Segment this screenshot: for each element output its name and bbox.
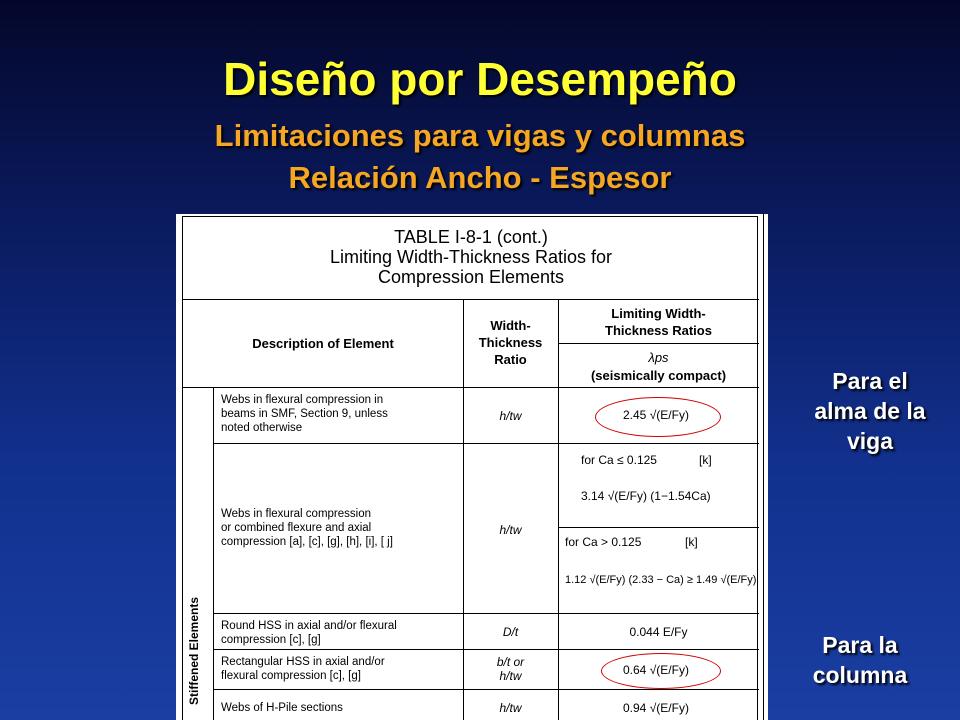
- table-title-line-2: Limiting Width-Thickness Ratios for: [329, 247, 613, 267]
- header-limiting-ratios: [558, 305, 759, 339]
- row-2-ratio: h/tw: [499, 523, 522, 537]
- row-4-ratio-line-2: h/tw: [499, 669, 522, 683]
- header-limiting-line-2: Thickness Ratios: [605, 323, 712, 338]
- stiffened-elements-label: [187, 596, 203, 705]
- note-column: [785, 630, 935, 690]
- row-4-desc-line-1: Rectangular HSS in axial and/or: [221, 656, 385, 668]
- row-3-desc-line-1: Round HSS in axial and/or flexural: [221, 620, 397, 632]
- row-2-description: [221, 507, 461, 549]
- row-1-desc-line-2: beams in SMF, Section 9, unless: [221, 408, 388, 420]
- header-ratio-line-1: Width-: [490, 318, 531, 333]
- column-highlight-oval: [601, 653, 721, 689]
- table-title-line-3: Compression Elements: [377, 267, 565, 287]
- row-2-desc-line-1: Webs in flexural compression: [221, 508, 371, 520]
- header-width-thickness-ratio: [463, 317, 558, 368]
- row-4-desc-line-2: flexural compression [c], [g]: [221, 670, 361, 682]
- row-5-description: [221, 701, 461, 715]
- row-2-ref-a: [k]: [699, 453, 712, 467]
- row-1-limit: 2.45 √(E/Fy): [623, 408, 689, 422]
- note-beam-line-1: Para el: [832, 368, 908, 394]
- slide-subtitle-2: Relación Ancho - Espesor: [288, 160, 672, 195]
- row-2-desc-line-3: compression [a], [c], [g], [h], [i], [ j]: [221, 536, 393, 548]
- row-2-formula-a: 3.14 √(E/Fy) (1−1.54Ca): [581, 489, 711, 503]
- row-3-ratio: D/t: [502, 625, 519, 639]
- width-thickness-table: [182, 216, 758, 720]
- row-3-limit: 0.044 E/Fy: [629, 625, 688, 639]
- table-image: [176, 214, 768, 720]
- slide-title: Diseño por Desempeño: [223, 53, 737, 105]
- row-5-ratio: h/tw: [499, 701, 522, 715]
- row-2-desc-line-2: or combined flexure and axial: [221, 522, 372, 534]
- paper-edge-rule: [763, 214, 764, 720]
- table-title: [183, 227, 759, 287]
- header-lambda-ps: λps: [648, 350, 669, 365]
- row-5-limit: 0.94 √(E/Fy): [623, 701, 689, 715]
- row-2-cond-a: for Ca ≤ 0.125: [581, 453, 657, 467]
- row-4-limit: 0.64 √(E/Fy): [623, 663, 689, 677]
- slide-subtitle-1: Limitaciones para vigas y columnas: [214, 118, 746, 153]
- row-3-description: [221, 619, 461, 647]
- row-1-description: [221, 393, 461, 435]
- note-beam-line-3: viga: [846, 428, 894, 454]
- row-1-desc-line-1: Webs in flexural compression in: [221, 394, 384, 406]
- row-1-desc-line-3: noted otherwise: [221, 422, 303, 434]
- header-ratio-line-2: Thickness: [478, 335, 543, 350]
- note-column-line-1: Para la: [822, 632, 898, 658]
- row-2-ref-b: [k]: [685, 535, 698, 549]
- row-3-desc-line-2: compression [c], [g]: [221, 634, 321, 646]
- row-5-desc-line-1: Webs of H-Pile sections: [221, 702, 343, 714]
- row-2-cond-b: for Ca > 0.125: [565, 535, 642, 549]
- row-4-ratio: [463, 655, 558, 683]
- table-title-line-1: TABLE I-8-1 (cont.): [394, 227, 548, 247]
- header-ratio-line-3: Ratio: [494, 352, 527, 367]
- row-4-ratio-line-1: b/t or: [496, 655, 525, 669]
- note-beam-line-2: alma de la: [814, 398, 926, 424]
- row-1-ratio: h/tw: [499, 409, 522, 423]
- row-4-description: [221, 655, 461, 683]
- header-seismically-compact: (seismically compact): [590, 368, 727, 383]
- header-limiting-line-1: Limiting Width-: [611, 306, 706, 321]
- note-beam-web: [790, 366, 950, 456]
- note-column-line-2: columna: [812, 662, 908, 688]
- row-2-formula-b: 1.12 √(E/Fy) (2.33 − Ca) ≥ 1.49 √(E/Fy): [565, 574, 757, 586]
- beam-web-highlight-oval: [595, 397, 721, 437]
- header-description: Description of Element: [252, 336, 394, 351]
- stiffened-elements-text: Stiffened Elements: [187, 596, 201, 705]
